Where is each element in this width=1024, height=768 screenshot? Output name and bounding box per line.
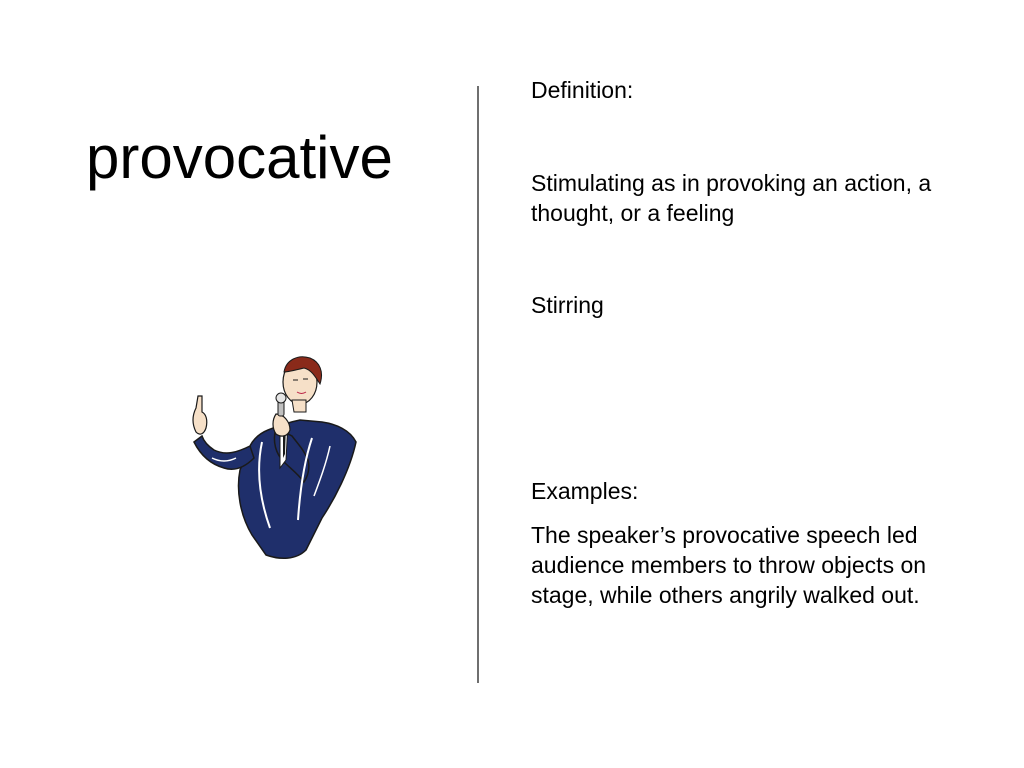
slide-title: provocative: [86, 124, 393, 191]
definition-label: Definition:: [531, 77, 634, 103]
example-text-1: The speaker’s provocative speech led audience members to throw objects on stage, while others angrily walked out.: [531, 522, 927, 608]
speaker-with-microphone-icon: [180, 350, 370, 570]
definition-text-1: Stimulating as in provoking an action, a thought, or a feeling: [531, 170, 932, 226]
vertical-divider: [477, 86, 479, 683]
examples-label: Examples:: [531, 478, 639, 504]
definition-text-2: Stirring: [531, 292, 604, 318]
